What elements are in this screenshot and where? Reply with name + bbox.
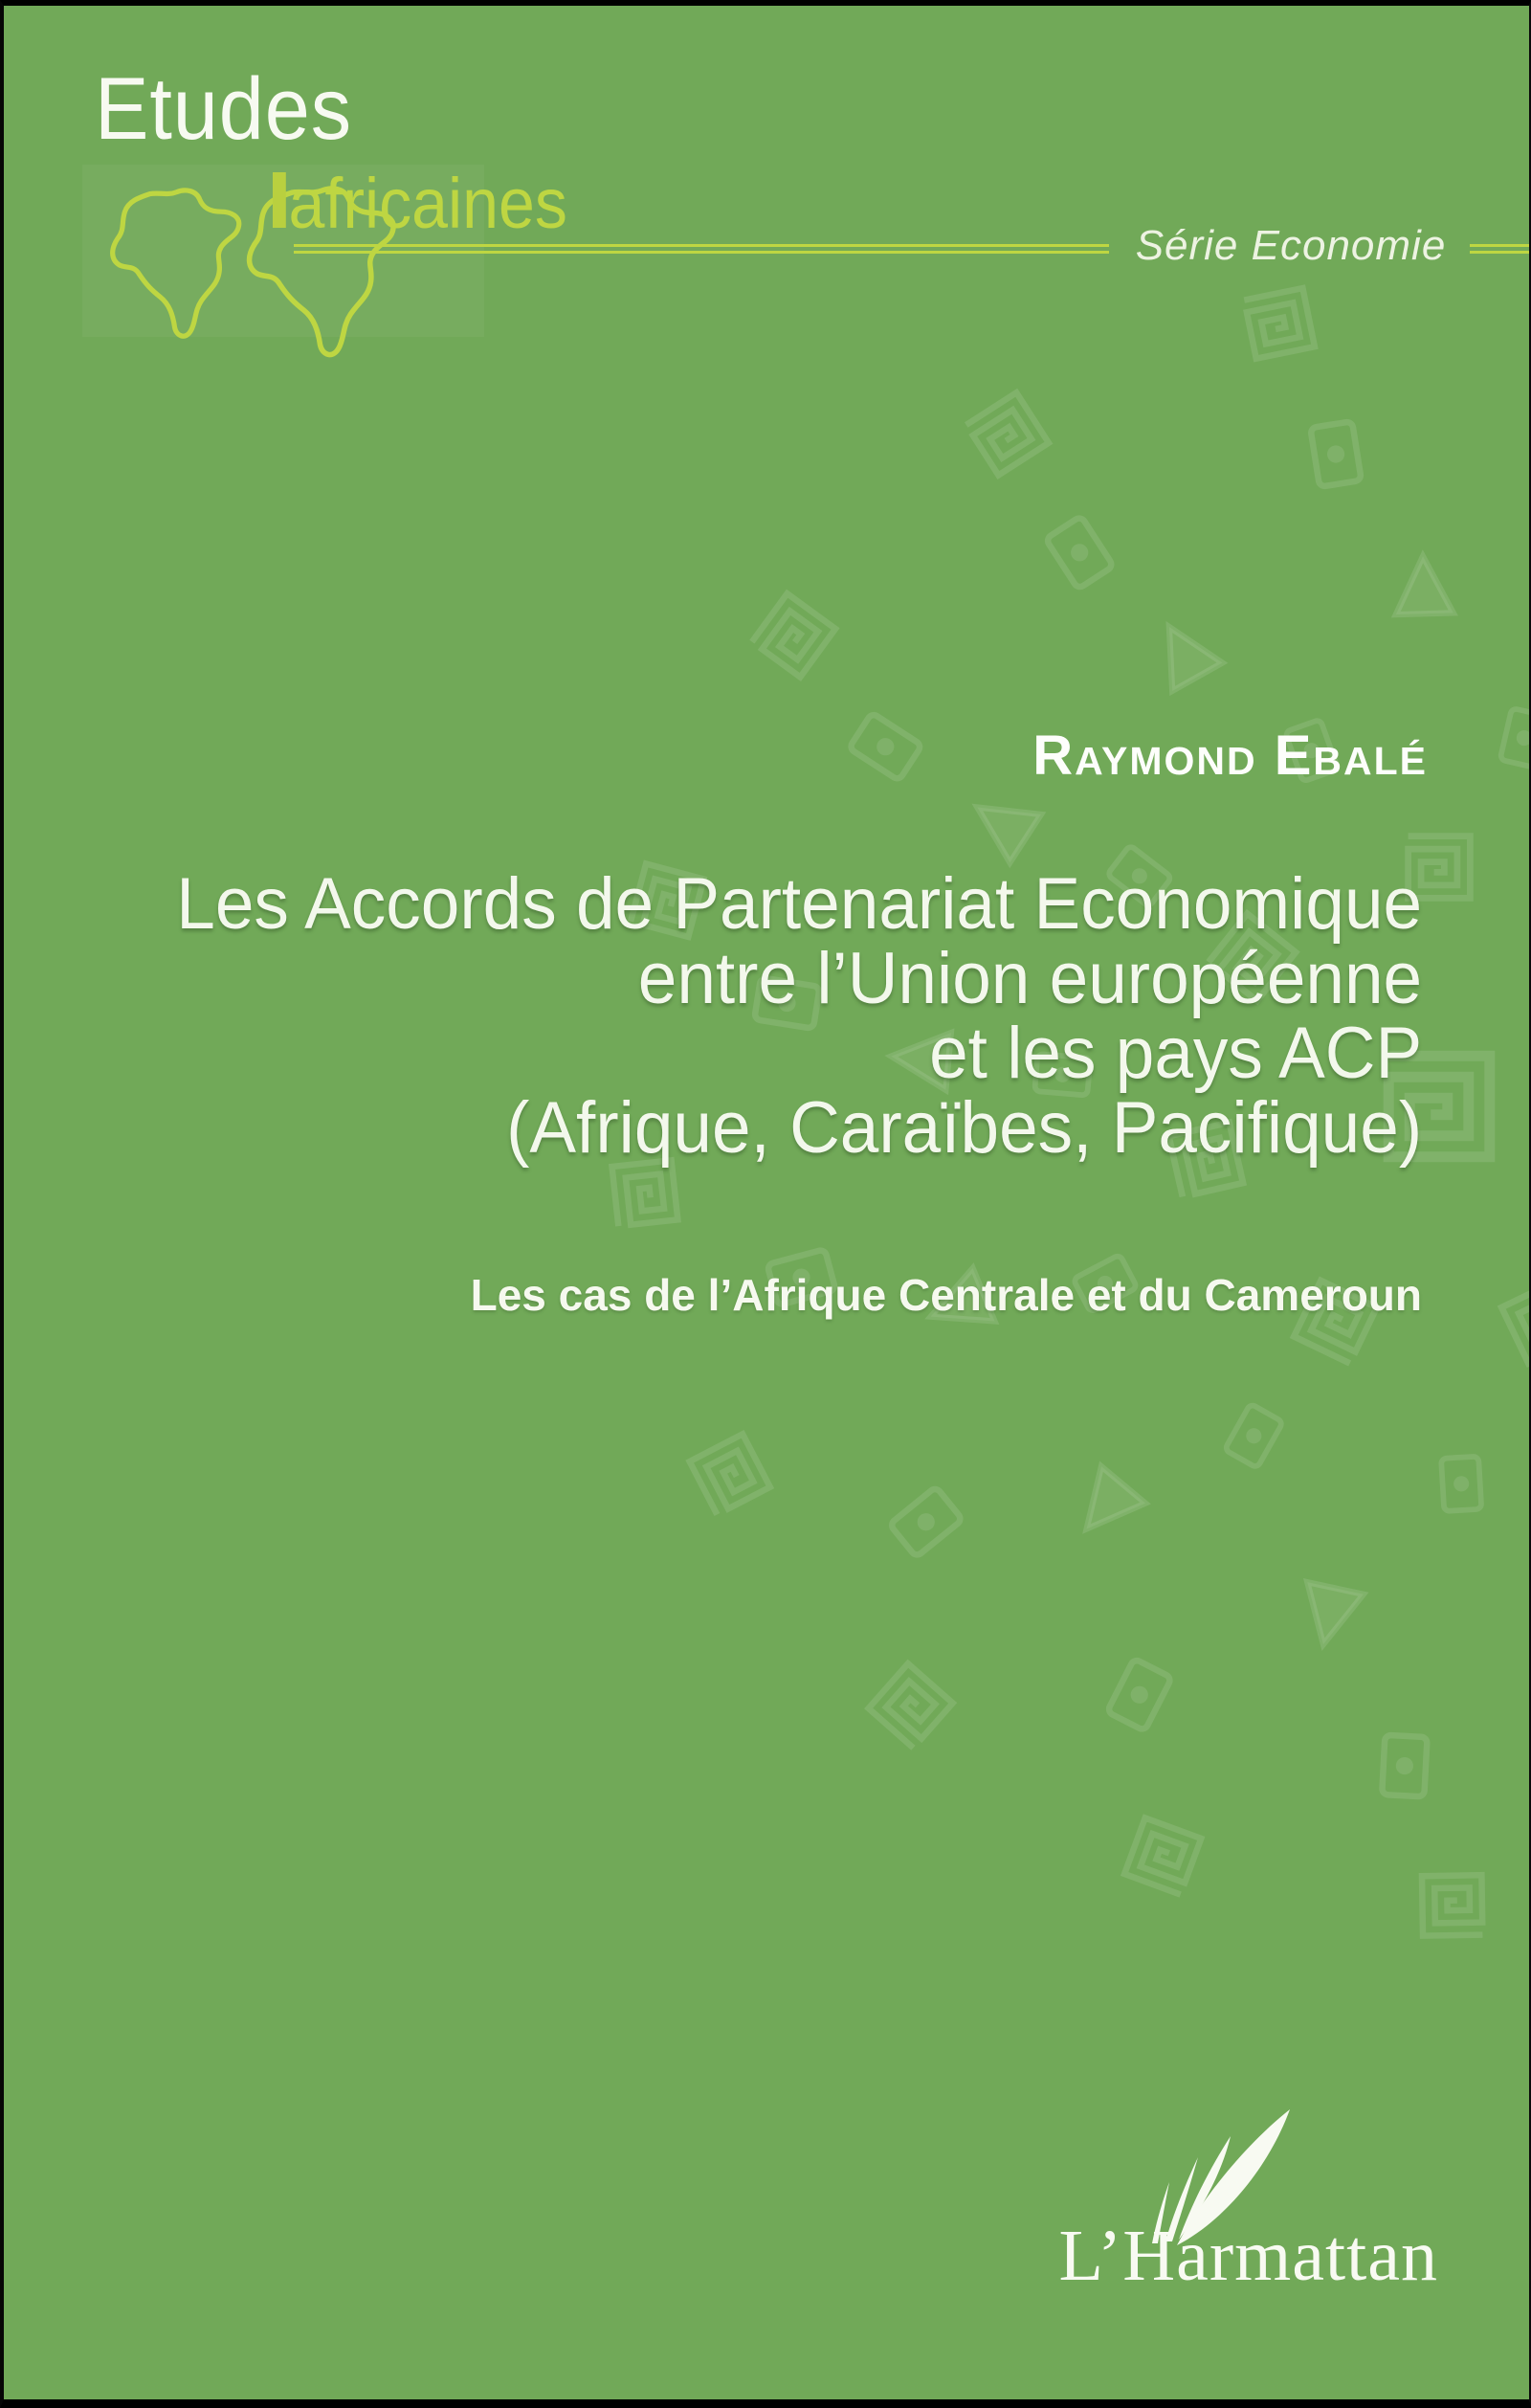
series-logo-word-top: Etudes [95,60,353,158]
series-label: Série Economie [1135,222,1447,269]
author-name: Raymond Ebalé [1032,725,1428,787]
background-mandala-pattern [4,6,1531,2408]
title-line-1: Les Accords de Partenariat Economique [176,863,1422,945]
book-title [176,863,1422,1169]
title-line-4: (Afrique, Caraïbes, Pacifique) [505,1087,1422,1169]
divider-line-right [1470,244,1531,254]
title-line-2: entre l’Union européenne [637,938,1422,1019]
logo-accent-bar [273,172,286,228]
book-subtitle: Les cas de l’Afrique Centrale et du Cameroun [470,1270,1422,1320]
publisher-name: L’Harmattan [1058,2216,1438,2296]
title-line-3: et les pays ACP [928,1013,1422,1094]
series-logo-word-bottom: africaines [273,167,567,241]
divider-line-left [294,244,1109,254]
